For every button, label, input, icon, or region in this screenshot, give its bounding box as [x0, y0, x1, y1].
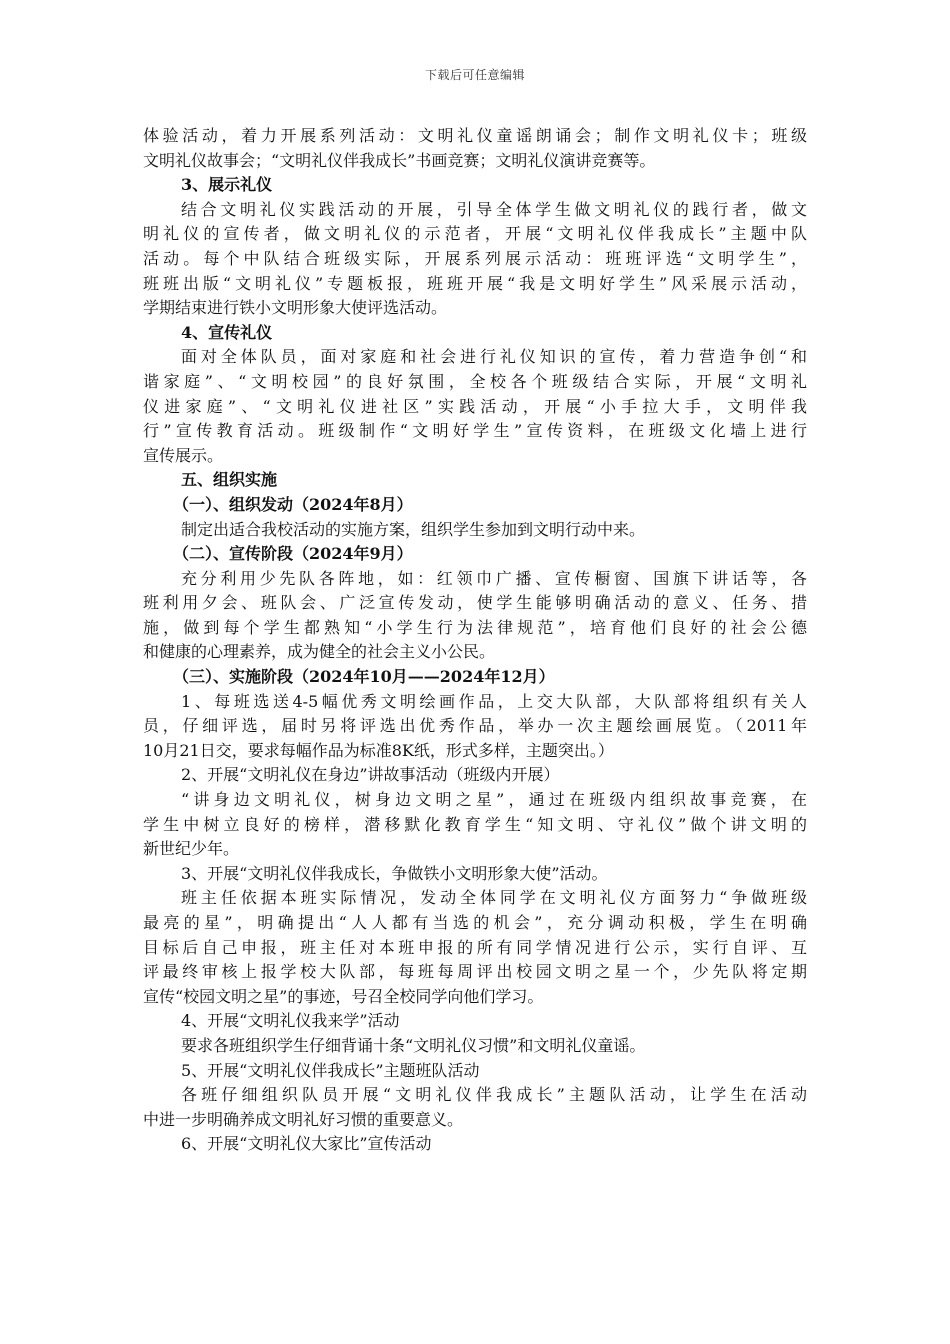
body-line: 6、开展“文明礼仪大家比”宣传活动 — [181, 1134, 432, 1154]
body-line: 行”宣传教育活动。班级制作“文明好学生”宣传资料，在班级文化墙上进行 — [143, 421, 807, 441]
body-line: 谐家庭”、“文明校园”的良好氛围，全校各个班级结合实际，开展“文明礼 — [143, 371, 807, 391]
section-heading: 五、组织实施 — [181, 470, 278, 490]
body-line: 学生中树立良好的榜样，潜移默化教育学生“知文明、守礼仪”做个讲文明的 — [143, 814, 807, 834]
body-line: 文明礼仪故事会；“文明礼仪伴我成长”书画竞赛；文明礼仪演讲竞赛等。 — [143, 150, 656, 170]
body-line: 明礼仪的宣传者，做文明礼仪的示范者，开展“文明礼仪伴我成长”主题中队 — [143, 224, 807, 244]
body-line: 1、每班选送4-5幅优秀文明绘画作品，上交大队部，大队部将组织有关人 — [181, 691, 807, 711]
body-line: 宣传展示。 — [143, 445, 224, 465]
subsection-heading: （三）、实施阶段（2024年10月——2024年12月） — [173, 667, 555, 687]
body-line: 班班出版“文明礼仪”专题板报，班班开展“我是文明好学生”风采展示活动， — [143, 273, 807, 293]
body-line: 和健康的心理素养，成为健全的社会主义小公民。 — [143, 642, 496, 662]
body-line: 体验活动，着力开展系列活动：文明礼仪童谣朗诵会；制作文明礼仪卡；班级 — [143, 126, 807, 145]
body-line: 评最终审核上报学校大队部，每班每周评出校园文明之星一个，少先队将定期 — [143, 962, 807, 982]
body-line: 最亮的星”，明确提出“人人都有当选的机会”，充分调动积极，学生在明确 — [143, 913, 807, 932]
subsection-heading: （二）、宣传阶段（2024年9月） — [173, 544, 413, 564]
body-line: 仪进家庭”、“文明礼仪进社区”实践活动，开展“小手拉大手，文明伴我 — [143, 396, 807, 416]
body-line: 5、开展“文明礼仪伴我成长”主题班队活动 — [181, 1060, 480, 1080]
body-line: 新世纪少年。 — [143, 839, 240, 859]
body-line: 要求各班组织学生仔细背诵十条“文明礼仪习惯”和文明礼仪童谣。 — [181, 1035, 646, 1055]
body-line: 2、开展“文明礼仪在身边”讲故事活动（班级内开展） — [181, 765, 560, 785]
body-line: 目标后自己申报，班主任对本班申报的所有同学情况进行公示，实行自评、互 — [143, 937, 807, 957]
document-body — [143, 124, 807, 1157]
body-line: 10月21日交，要求每幅作品为标准8K纸，形式多样，主题突出。） — [143, 740, 614, 760]
section-heading: 4、宣传礼仪 — [181, 322, 273, 342]
body-line: 中进一步明确养成文明礼好习惯的重要意义。 — [143, 1109, 464, 1129]
body-line: 班利用夕会、班队会、广泛宣传发动，使学生能够明确活动的意义、任务、措 — [143, 593, 807, 613]
body-line: 充分利用少先队各阵地，如：红领巾广播、宣传橱窗、国旗下讲话等，各 — [181, 568, 807, 588]
body-line: 各班仔细组织队员开展“文明礼仪伴我成长”主题队活动，让学生在活动 — [181, 1085, 807, 1105]
body-line: “讲身边文明礼仪，树身边文明之星”，通过在班级内组织故事竞赛，在 — [181, 790, 807, 810]
page-header: 下载后可任意编辑 — [424, 68, 525, 82]
body-line: 结合文明礼仪实践活动的开展，引导全体学生做文明礼仪的践行者，做文 — [181, 199, 807, 219]
body-line: 宣传“校园文明之星”的事迹，号召全校同学向他们学习。 — [143, 986, 544, 1006]
body-line: 施，做到每个学生都熟知“小学生行为法律规范”，培育他们良好的社会公德 — [143, 617, 807, 637]
body-line: 3、开展“文明礼仪伴我成长，争做铁小文明形象大使”活动。 — [181, 863, 608, 883]
body-line: 班主任依据本班实际情况，发动全体同学在文明礼仪方面努力“争做班级 — [181, 888, 807, 908]
body-line: 面对全体队员，面对家庭和社会进行礼仪知识的宣传，着力营造争创“和 — [181, 347, 807, 367]
subsection-heading: （一）、组织发动（2024年8月） — [173, 494, 413, 514]
body-line: 活动。每个中队结合班级实际，开展系列展示活动：班班评选“文明学生”， — [143, 248, 807, 268]
body-line: 学期结束进行铁小文明形象大使评选活动。 — [143, 298, 448, 318]
section-heading: 3、展示礼仪 — [181, 175, 273, 195]
body-line: 4、开展“文明礼仪我来学”活动 — [181, 1011, 400, 1031]
body-line: 员，仔细评选，届时另将评选出优秀作品，举办一次主题绘画展览。（2011年 — [143, 716, 807, 736]
body-line: 制定出适合我校活动的实施方案，组织学生参加到文明行动中来。 — [181, 519, 646, 539]
